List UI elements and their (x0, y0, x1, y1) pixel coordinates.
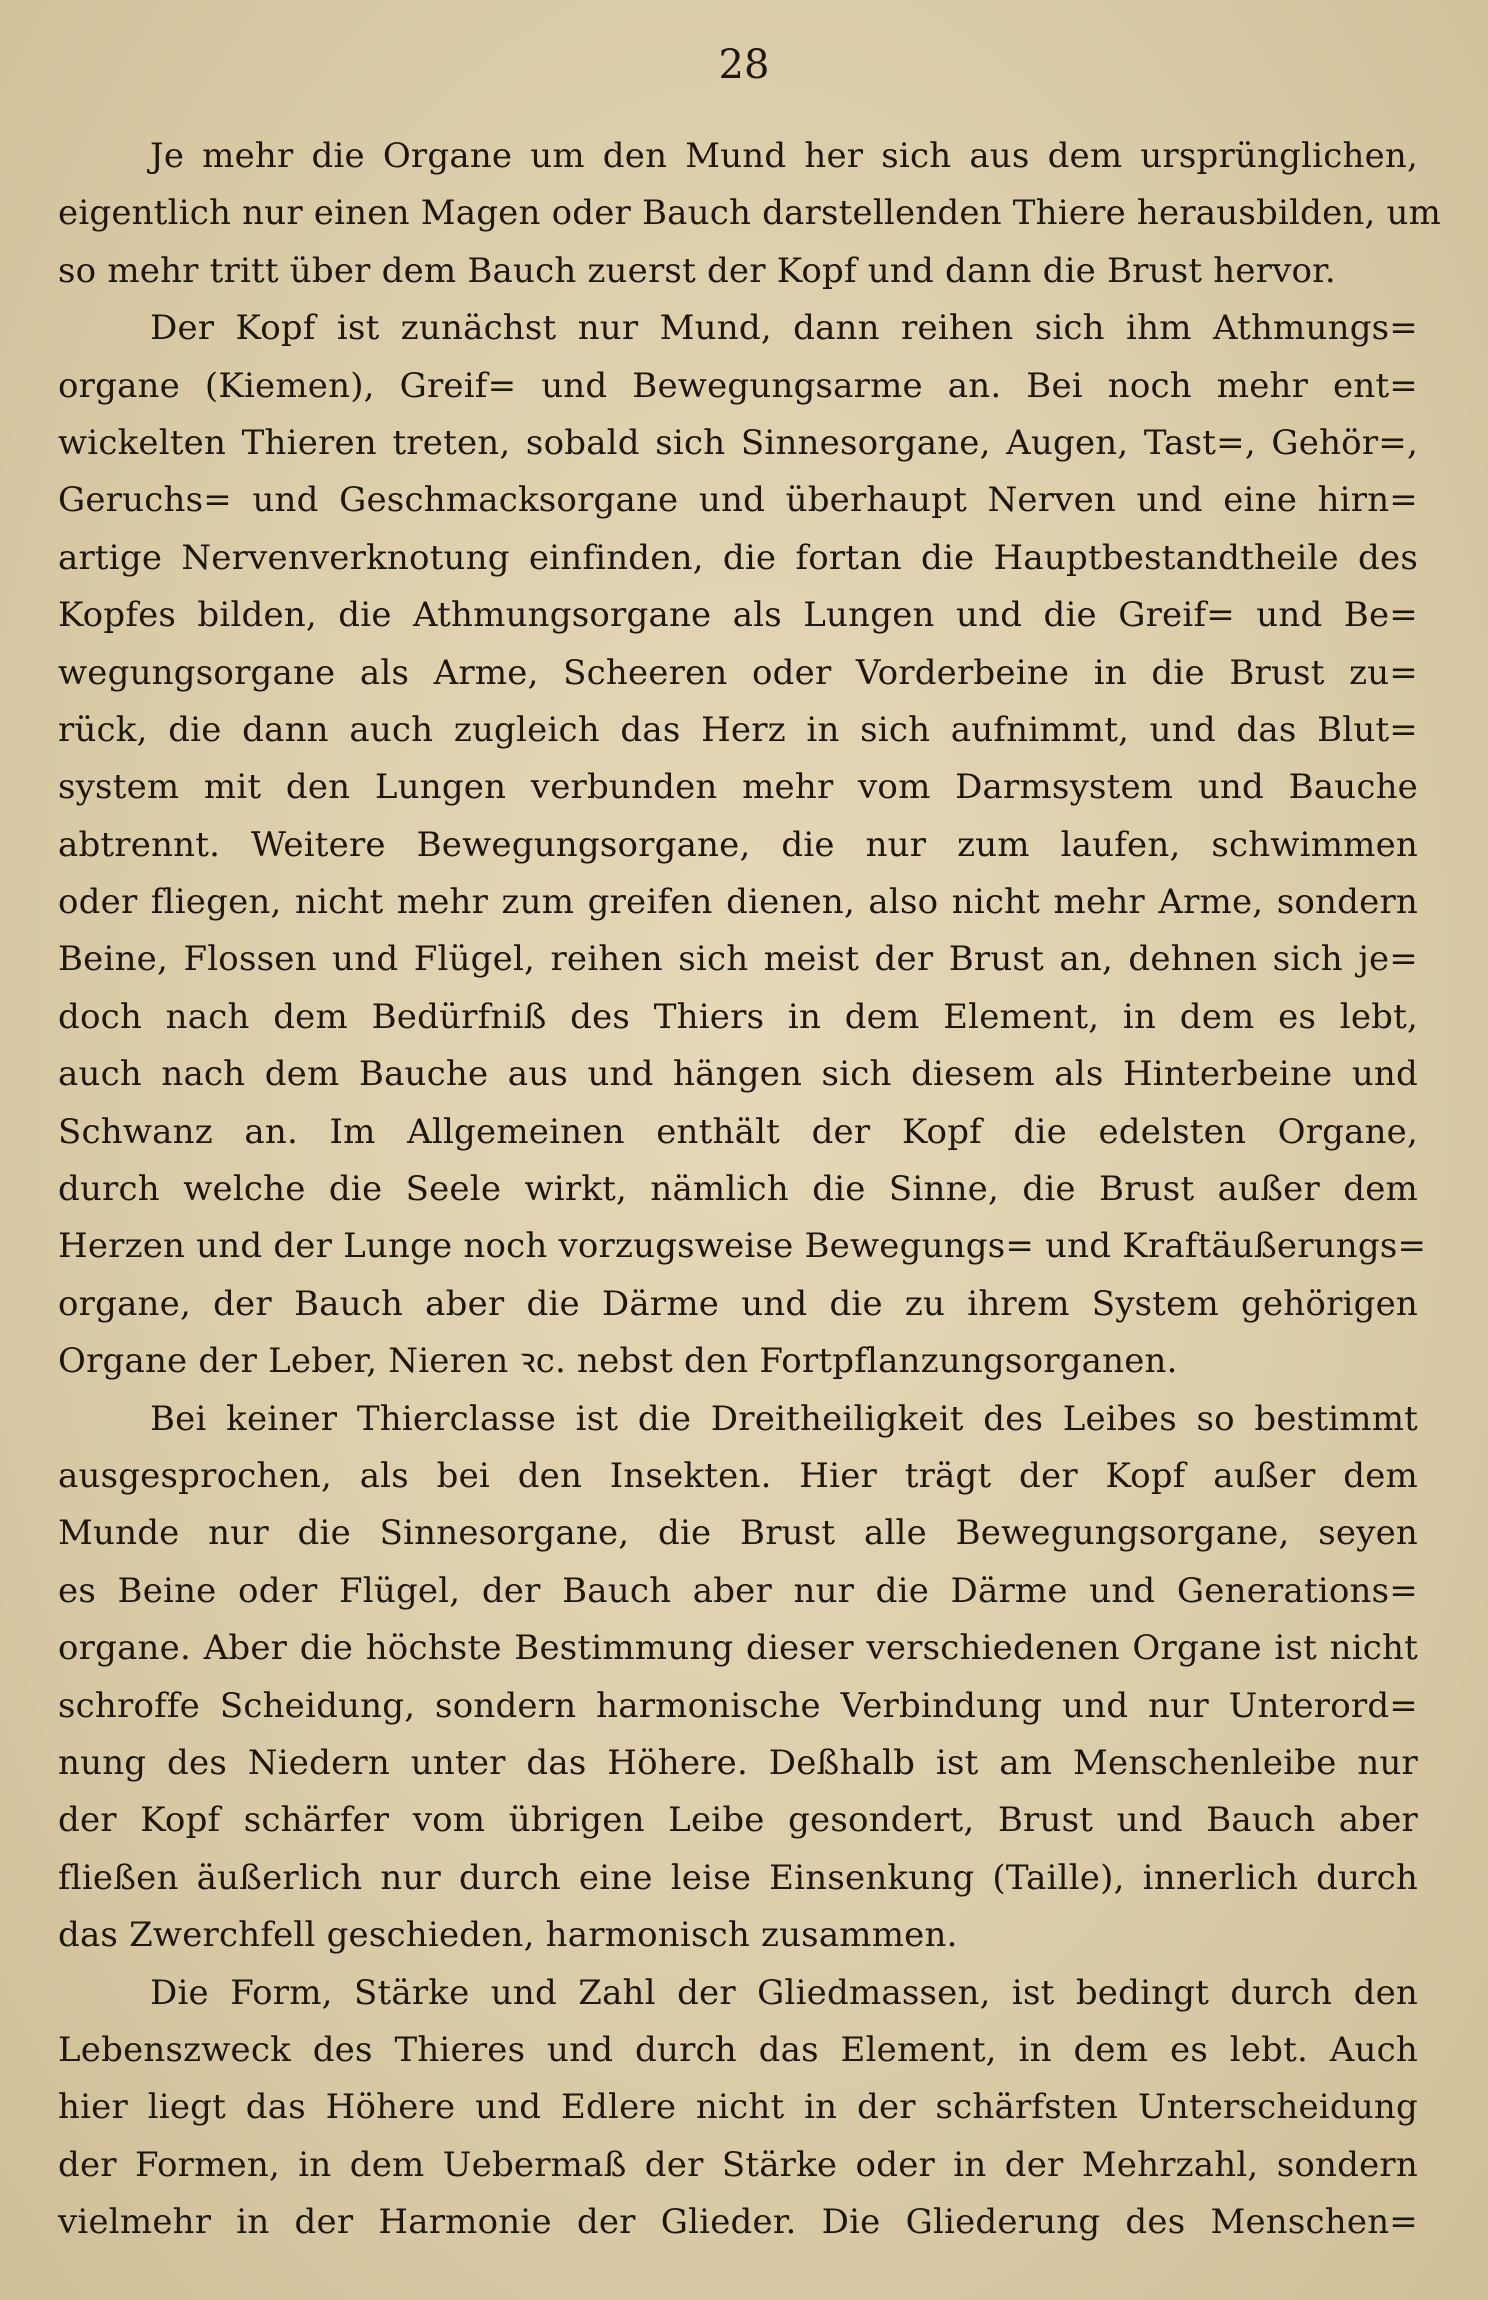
text-line: Organe der Leber, Nieren ꝛc. nebst den Fortpflanzungsorganen. (58, 1341, 1178, 1382)
text-line: schroffe Scheidung, sondern harmonische Verbindung und nur Unterord= (58, 1685, 1418, 1726)
text-line: organe. Aber die höchste Bestimmung dieser verschiedenen Organe ist nicht (58, 1628, 1418, 1669)
text-line: fließen äußerlich nur durch eine leise Einsenkung (Taille), innerlich durch (58, 1857, 1418, 1898)
text-line: durch welche die Seele wirkt, nämlich die Sinne, die Brust außer dem (58, 1169, 1418, 1210)
text-line: doch nach dem Bedürfniß des Thiers in dem Element, in dem es lebt, (58, 996, 1418, 1037)
text-line: Kopfes bilden, die Athmungsorgane als Lungen und die Greif= und Be= (58, 595, 1418, 636)
text-line: organe (Kiemen), Greif= und Bewegungsarme an. Bei noch mehr ent= (58, 365, 1418, 406)
text-line: abtrennt. Weitere Bewegungsorgane, die nur zum laufen, schwimmen (58, 824, 1418, 865)
text-line: das Zwerchfell geschieden, harmonisch zusammen. (58, 1915, 958, 1956)
text-line: wickelten Thieren treten, sobald sich Sinnesorgane, Augen, Tast=, Gehör=, (58, 422, 1418, 463)
text-line: Bei keiner Thierclasse ist die Dreitheiligkeit des Leibes so bestimmt (150, 1398, 1418, 1439)
text-line: Munde nur die Sinnesorgane, die Brust alle Bewegungsorgane, seyen (58, 1513, 1418, 1554)
text-line: Je mehr die Organe um den Mund her sich aus dem ursprünglichen, (150, 136, 1418, 176)
text-line: Lebenszweck des Thieres und durch das Element, in dem es lebt. Auch (58, 2029, 1418, 2070)
text-line: system mit den Lungen verbunden mehr vom Darmsystem und Bauche (58, 767, 1418, 808)
page-number: 28 (718, 42, 770, 88)
text-line: artige Nervenverknotung einfinden, die fortan die Hauptbestandtheile des (58, 537, 1418, 578)
text-line: oder fliegen, nicht mehr zum greifen dienen, also nicht mehr Arme, sondern (58, 882, 1418, 923)
text-line: Schwanz an. Im Allgemeinen enthält der Kopf die edelsten Organe, (58, 1111, 1418, 1152)
text-line: Die Form, Stärke und Zahl der Gliedmassen, ist bedingt durch den (150, 1972, 1418, 2013)
text-line: Der Kopf ist zunächst nur Mund, dann reihen sich ihm Athmungs= (150, 308, 1418, 349)
text-line: es Beine oder Flügel, der Bauch aber nur die Därme und Generations= (58, 1570, 1418, 1611)
text-line: so mehr tritt über dem Bauch zuerst der Kopf und dann die Brust hervor. (58, 250, 1336, 291)
text-line: Geruchs= und Geschmacksorgane und überhaupt Nerven und eine hirn= (58, 480, 1418, 521)
text-line: der Formen, in dem Uebermaß der Stärke oder in der Mehrzahl, sondern (58, 2144, 1418, 2185)
body-text (58, 128, 1442, 2251)
text-line: ausgesprochen, als bei den Insekten. Hier trägt der Kopf außer dem (58, 1455, 1418, 1496)
text-line: organe, der Bauch aber die Därme und die zu ihrem System gehörigen (58, 1283, 1418, 1324)
text-line: hier liegt das Höhere und Edlere nicht in der schärfsten Unterscheidung (58, 2087, 1418, 2128)
text-line: vielmehr in der Harmonie der Glieder. Die Gliederung des Menschen= (58, 2202, 1418, 2243)
text-line: Beine, Flossen und Flügel, reihen sich meist der Brust an, dehnen sich je= (58, 939, 1418, 980)
text-line: nung des Niedern unter das Höhere. Deßhalb ist am Menschenleibe nur (58, 1742, 1418, 1783)
text-line: der Kopf schärfer vom übrigen Leibe gesondert, Brust und Bauch aber (58, 1800, 1418, 1841)
text-line: auch nach dem Bauche aus und hängen sich diesem als Hinterbeine und (58, 1054, 1418, 1095)
text-line: rück, die dann auch zugleich das Herz in sich aufnimmt, und das Blut= (58, 709, 1418, 750)
text-line: Herzen und der Lunge noch vorzugsweise Bewegungs= und Kraftäußerungs= (58, 1226, 1427, 1267)
text-line: wegungsorgane als Arme, Scheeren oder Vorderbeine in die Brust zu= (58, 652, 1418, 693)
text-line: eigentlich nur einen Magen oder Bauch darstellenden Thiere herausbilden, um (58, 193, 1442, 234)
